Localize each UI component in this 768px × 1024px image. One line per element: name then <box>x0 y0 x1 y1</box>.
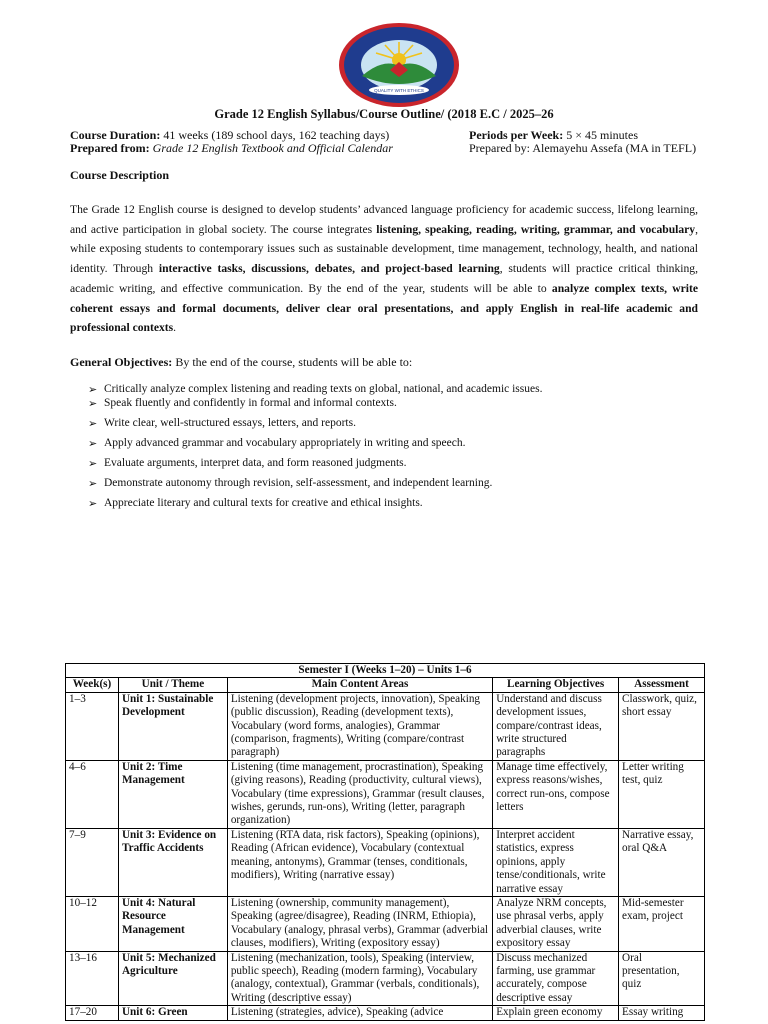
description-emphasis-3: analyze complex texts, write coherent essays and formal documents, deliver clear oral presentations, and apply English in real-life academic and professional contexts <box>70 281 698 335</box>
unit-cell: Unit 6: Green <box>118 1006 227 1020</box>
objectives-cell: Analyze NRM concepts, use phrasal verbs, apply adverbial clauses, write expository essay <box>493 896 619 951</box>
objectives-cell: Manage time effectively, express reasons/wishes, correct run-ons, compose letters <box>493 760 619 828</box>
table-caption-row <box>66 664 705 678</box>
content-cell: Listening (strategies, advice), Speaking (advice <box>227 1006 492 1020</box>
objective-item <box>88 383 542 397</box>
column-header: Week(s) <box>66 678 119 692</box>
weeks-cell: 17–20 <box>66 1006 119 1020</box>
assessment-cell: Oral presentation, quiz <box>619 951 705 1006</box>
logo-text-bottom: QUALITY WITH ETHICS <box>374 88 424 93</box>
objectives-list <box>88 383 542 517</box>
logo-text-top: Saskela International School <box>338 15 447 24</box>
objective-text: Appreciate literary and cultural texts for creative and ethical insights. <box>104 497 423 509</box>
periods-label: Periods per Week: <box>469 128 564 142</box>
assessment-cell: Classwork, quiz, short essay <box>619 692 705 760</box>
arrow-bullet-icon: ➢ <box>88 478 98 490</box>
objectives-cell: Discuss mechanized farming, use grammar accurately, compose descriptive essay <box>493 951 619 1006</box>
objectives-intro-text: By the end of the course, students will be able to: <box>172 355 413 369</box>
weeks-cell: 4–6 <box>66 760 119 828</box>
assessment-cell: Narrative essay, oral Q&A <box>619 828 705 896</box>
content-cell: Listening (RTA data, risk factors), Speaking (opinions), Reading (African evidence), Vocabulary (contextual meaning, antonyms), Grammar (tenses, conditionals, modifiers), Writing (narrative essay) <box>227 828 492 896</box>
course-duration-label: Course Duration: <box>70 128 161 142</box>
table-row <box>66 896 705 951</box>
objective-item <box>88 437 542 457</box>
objective-item <box>88 497 542 517</box>
weeks-cell: 1–3 <box>66 692 119 760</box>
unit-cell: Unit 4: Natural Resource Management <box>118 896 227 951</box>
objectives-cell: Interpret accident statistics, express opinions, apply tense/conditionals, write narrative essay <box>493 828 619 896</box>
periods-per-week <box>469 128 638 142</box>
course-description <box>70 200 698 338</box>
objectives-cell: Explain green economy <box>493 1006 619 1020</box>
objective-item <box>88 457 542 477</box>
assessment-cell: Letter writing test, quiz <box>619 760 705 828</box>
description-text-1: The Grade 12 English course is designed to develop students’ advanced language proficiency for academic success, lifelong learning, and active participation in global society. The course integrates <box>70 203 698 236</box>
description-text-4: . <box>173 321 177 335</box>
arrow-bullet-icon: ➢ <box>88 498 98 510</box>
arrow-bullet-icon: ➢ <box>88 418 98 430</box>
prepared-from-label: Prepared from: <box>70 141 150 155</box>
description-heading: Course Description <box>70 168 169 182</box>
objective-text: Apply advanced grammar and vocabulary appropriately in writing and speech. <box>104 437 466 449</box>
objective-text: Write clear, well-structured essays, letters, and reports. <box>104 417 356 429</box>
prepared-by: Prepared by: Alemayehu Assefa (MA in TEFL) <box>469 141 697 155</box>
table-row <box>66 1006 705 1020</box>
prepared-from <box>70 141 393 155</box>
objective-text: Critically analyze complex listening and reading texts on global, national, and academic issues. <box>104 383 543 395</box>
objective-item <box>88 417 542 437</box>
objective-text: Speak fluently and confidently in formal and informal contexts. <box>104 397 397 409</box>
objectives-intro <box>70 355 412 370</box>
arrow-bullet-icon: ➢ <box>88 398 98 410</box>
objective-item <box>88 397 542 417</box>
assessment-cell: Essay writing <box>619 1006 705 1020</box>
unit-cell: Unit 5: Mechanized Agriculture <box>118 951 227 1006</box>
content-cell: Listening (ownership, community management), Speaking (agree/disagree), Reading (INRM, Ethiopia), Vocabulary (analogy, phrasal verbs), Grammar (adverbial clauses, modifiers), Writing (expository essay) <box>227 896 492 951</box>
column-header: Assessment <box>619 678 705 692</box>
semester-schedule-table <box>65 663 705 1021</box>
course-duration <box>70 128 389 142</box>
table-row <box>66 951 705 1006</box>
weeks-cell: 7–9 <box>66 828 119 896</box>
content-cell: Listening (development projects, innovation), Speaking (public discussion), Reading (development texts), Vocabulary (word forms, analogies), Grammar (comparison, fragments), Writing (compare/contrast paragraph) <box>227 692 492 760</box>
course-duration-value: 41 weeks (189 school days, 162 teaching days) <box>160 128 390 142</box>
arrow-bullet-icon: ➢ <box>88 384 98 396</box>
objectives-cell: Understand and discuss development issues, compare/contrast ideas, write structured paragraphs <box>493 692 619 760</box>
description-text-3: , students will practice critical thinking, academic writing, and effective communication. By the end of the year, students will be able to <box>70 262 698 295</box>
weeks-cell: 13–16 <box>66 951 119 1006</box>
unit-cell: Unit 3: Evidence on Traffic Accidents <box>118 828 227 896</box>
table-row <box>66 828 705 896</box>
column-header: Learning Objectives <box>493 678 619 692</box>
semester-caption: Semester I (Weeks 1–20) – Units 1–6 <box>66 664 705 678</box>
content-cell: Listening (mechanization, tools), Speaking (interview, public speech), Reading (modern farming), Vocabulary (analogy, contextual), Grammar (verbals, conditionals), Writing (descriptive essay) <box>227 951 492 1006</box>
table-row <box>66 760 705 828</box>
table-row <box>66 692 705 760</box>
weeks-cell: 10–12 <box>66 896 119 951</box>
objectives-heading: General Objectives: <box>70 355 173 369</box>
objective-text: Evaluate arguments, interpret data, and form reasoned judgments. <box>104 457 407 469</box>
objective-item <box>88 477 542 497</box>
arrow-bullet-icon: ➢ <box>88 438 98 450</box>
content-cell: Listening (time management, procrastination), Speaking (giving reasons), Reading (productivity, cultural views), Vocabulary (time expressions), Grammar (result clauses, wishes, gerunds, run-ons), Writing (letter, paragraph organization) <box>227 760 492 828</box>
school-logo <box>338 15 460 108</box>
prepared-from-value: Grade 12 English Textbook and Official Calendar <box>152 141 393 155</box>
assessment-cell: Mid-semester exam, project <box>619 896 705 951</box>
periods-value: 5 × 45 minutes <box>563 128 638 142</box>
description-emphasis-1: listening, speaking, reading, writing, grammar, and vocabulary <box>376 222 696 236</box>
arrow-bullet-icon: ➢ <box>88 458 98 470</box>
table-header-row <box>66 678 705 692</box>
description-emphasis-2: interactive tasks, discussions, debates, and project-based learning <box>158 262 500 276</box>
description-text-2: , while exposing students to contemporary issues such as sustainable development, time management, technology, health, and national identity. Through <box>70 222 699 276</box>
unit-cell: Unit 1: Sustainable Development <box>118 692 227 760</box>
objective-text: Demonstrate autonomy through revision, self-assessment, and independent learning. <box>104 477 493 489</box>
column-header: Main Content Areas <box>227 678 492 692</box>
column-header: Unit / Theme <box>118 678 227 692</box>
unit-cell: Unit 2: Time Management <box>118 760 227 828</box>
document-title: Grade 12 English Syllabus/Course Outline/ (2018 E.C / 2025–26 <box>214 107 554 121</box>
